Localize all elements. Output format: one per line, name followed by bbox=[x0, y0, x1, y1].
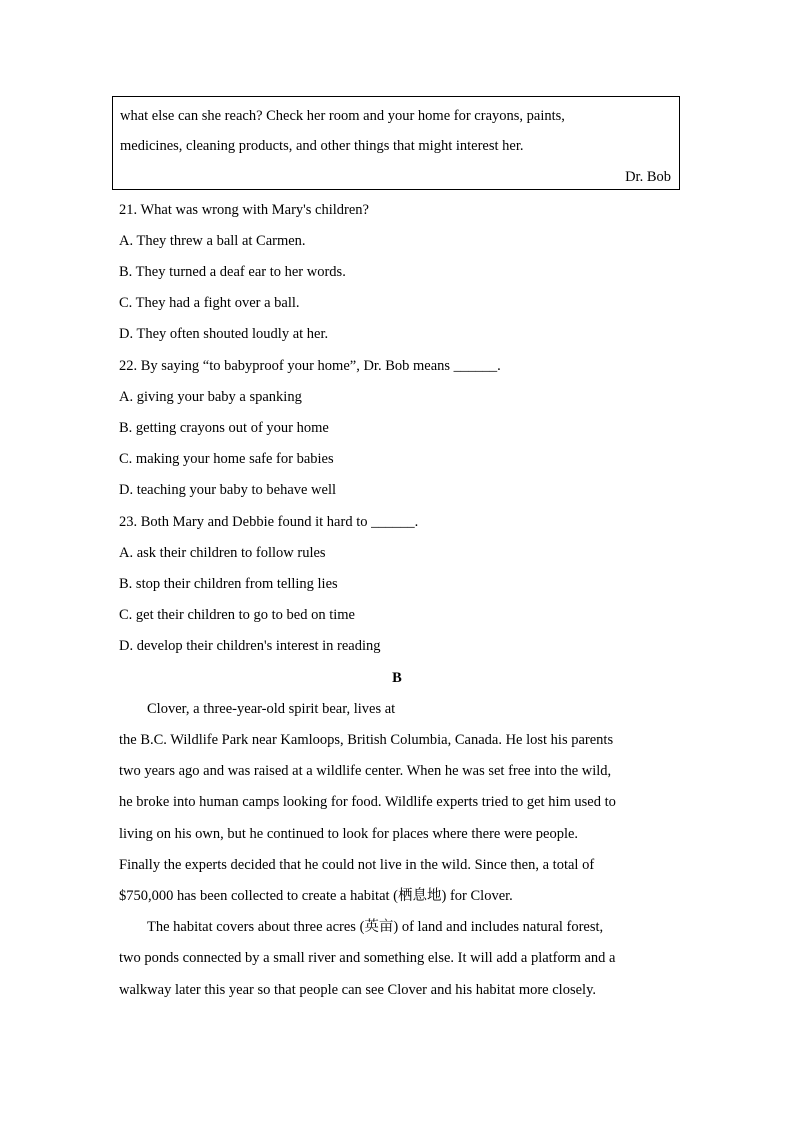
option-c: C. making your home safe for babies bbox=[119, 451, 334, 467]
option-a: A. giving your baby a spanking bbox=[119, 389, 302, 405]
passage-line: The habitat covers about three acres (英亩) of land and includes natural forest, bbox=[147, 919, 604, 935]
option-d: D. teaching your baby to behave well bbox=[119, 482, 337, 498]
passage-line: Clover, a three-year-old spirit bear, lives at bbox=[147, 701, 396, 717]
option-d: D. They often shouted loudly at her. bbox=[119, 326, 329, 342]
option-b: B. They turned a deaf ear to her words. bbox=[119, 264, 346, 280]
option-a: A. ask their children to follow rules bbox=[119, 545, 326, 561]
passage-line: he broke into human camps looking for food. Wildlife experts tried to get him used to bbox=[119, 794, 616, 810]
passage-line: two ponds connected by a small river and something else. It will add a platform and a bbox=[119, 950, 616, 966]
letter-line: medicines, cleaning products, and other things that might interest her. bbox=[120, 138, 524, 154]
option-b: B. getting crayons out of your home bbox=[119, 420, 329, 436]
passage-line: the B.C. Wildlife Park near Kamloops, British Columbia, Canada. He lost his parents bbox=[119, 732, 614, 748]
option-b: B. stop their children from telling lies bbox=[119, 576, 338, 592]
passage-line: Finally the experts decided that he could not live in the wild. Since then, a total of bbox=[119, 857, 595, 873]
option-c: C. They had a fight over a ball. bbox=[119, 295, 300, 311]
passage-line: walkway later this year so that people can see Clover and his habitat more closely. bbox=[119, 982, 596, 998]
passage-line: $750,000 has been collected to create a habitat (栖息地) for Clover. bbox=[119, 888, 513, 904]
option-c: C. get their children to go to bed on time bbox=[119, 607, 355, 623]
passage-line: living on his own, but he continued to look for places where there were people. bbox=[119, 826, 579, 842]
question-stem: 23. Both Mary and Debbie found it hard to ______. bbox=[119, 514, 419, 530]
letter-line: what else can she reach? Check her room and your home for crayons, paints, bbox=[120, 108, 565, 124]
question-stem: 22. By saying “to babyproof your home”, Dr. Bob means ______. bbox=[119, 358, 501, 374]
passage-line: two years ago and was raised at a wildlife center. When he was set free into the wild, bbox=[119, 763, 612, 779]
letter-signature: Dr. Bob bbox=[625, 169, 671, 185]
question-stem: 21. What was wrong with Mary's children? bbox=[119, 202, 369, 218]
option-d: D. develop their children's interest in reading bbox=[119, 638, 381, 654]
option-a: A. They threw a ball at Carmen. bbox=[119, 233, 306, 249]
section-heading: B bbox=[392, 670, 402, 686]
letter-box bbox=[112, 96, 680, 190]
